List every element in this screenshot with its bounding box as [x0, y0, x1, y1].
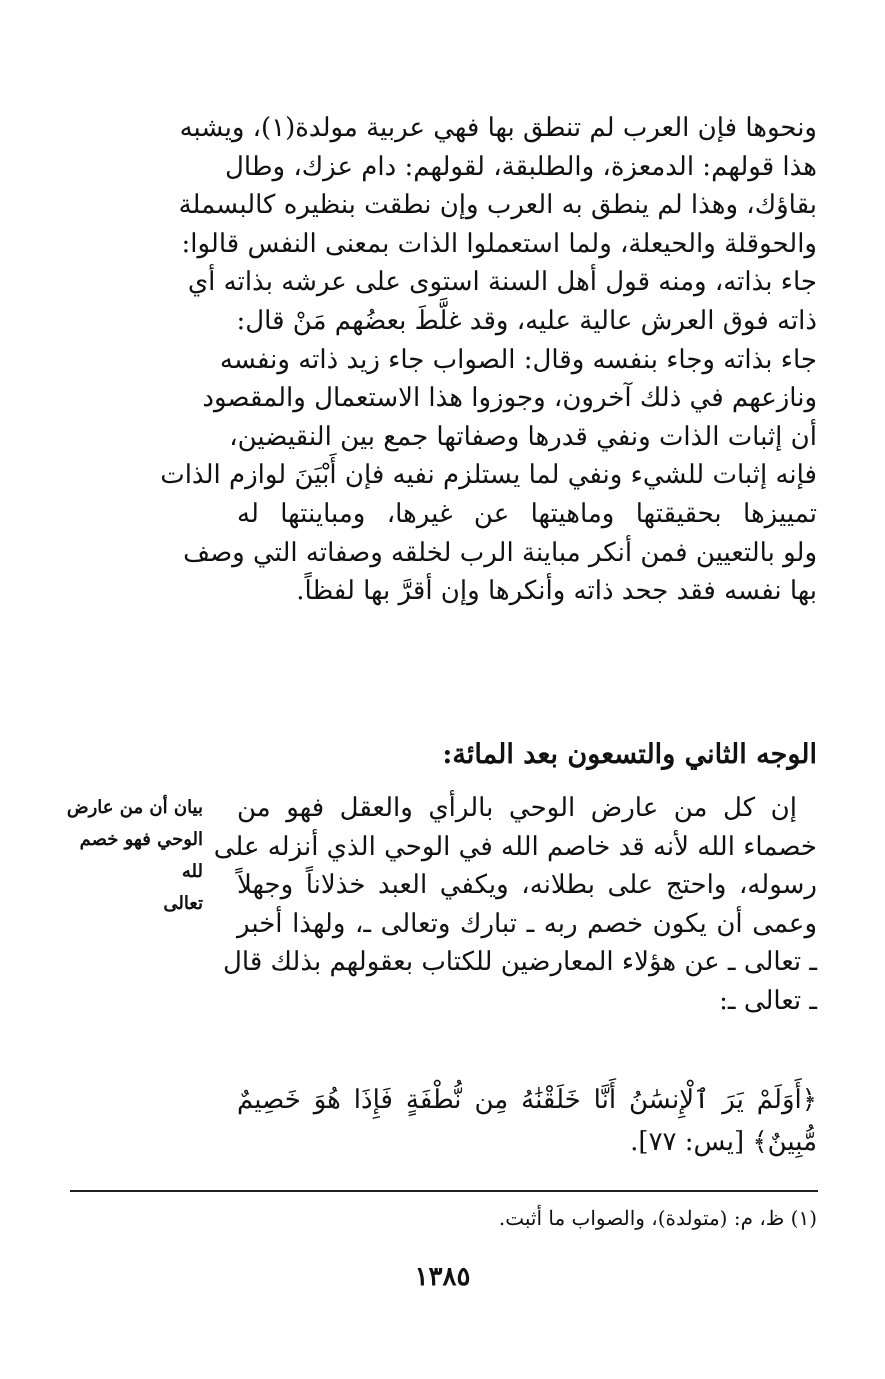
margin-note [53, 792, 203, 920]
section-heading: الوجه الثاني والتسعون بعد المائة: [442, 739, 817, 770]
section-text-line: رسوله، واحتج على بطلانه، ويكفي العبد خذلاناً وجهلاً [237, 870, 817, 901]
margin-note-line: تعالى [163, 893, 203, 914]
quran-verse-line: ﴿أَوَلَمْ يَرَ ٱلْإِنسَٰنُ أَنَّا خَلَقْنَٰهُ مِن نُّطْفَةٍ فَإِذَا هُوَ خَصِيمٌ [237, 1085, 817, 1115]
text-line: والحوقلة والحيعلة، ولما استعملوا الذات بمعنى النفس قالوا: [181, 228, 817, 259]
text-line: تمييزها بحقيقتها وماهيتها عن غيرها، ومباينتها له [237, 499, 817, 529]
footnote-separator [70, 1190, 818, 1192]
section-text-line: ـ تعالى ـ: [719, 986, 817, 1016]
section-text-line: ـ تعالى ـ عن هؤلاء المعارضين للكتاب بعقولهم بذلك قال [223, 947, 817, 978]
text-line: بقاؤك، وهذا لم ينطق به العرب وإن نطقت بنظيره كالبسملة [178, 190, 817, 221]
section-text-line: خصماء الله لأنه قد خاصم الله في الوحي الذي أنزله على [213, 831, 817, 862]
text-line: جاء بذاته، ومنه قول أهل السنة استوى على عرشه بذاته أي [187, 267, 817, 298]
text-line: هذا قولهم: الدمعزة، والطلبقة، لقولهم: دام عزك، وطال [225, 151, 817, 182]
text-line: ونازعهم في ذلك آخرون، وجوزوا هذا الاستعمال والمقصود [202, 383, 817, 414]
text-line: بها نفسه فقد جحد ذاته وأنكرها وإن أقرَّ بها لفظاً. [296, 576, 817, 607]
page-number: ١٣٨٥ [414, 1262, 471, 1292]
quran-verse-reference-line: مُّبِينٌ﴾ [يس: ٧٧]. [630, 1127, 817, 1157]
footnote: (١) ظ، م: (متولدة)، والصواب ما أثبت. [498, 1206, 817, 1230]
text-line: جاء بذاته وجاء بنفسه وقال: الصواب جاء زيد ذاته ونفسه [219, 344, 817, 375]
margin-note-line: بيان أن من عارض [66, 797, 203, 818]
text-line: فإنه إثبات للشيء ونفي لما يستلزم نفيه فإن أَبْيَنَ لوازم الذات [160, 460, 817, 491]
margin-note-line: الوحي فهو خصم لله [79, 829, 203, 882]
section-text-line: وعمى أن يكون خصم ربه ـ تبارك وتعالى ـ، ولهذا أخبر [237, 908, 817, 939]
text-line: أن إثبات الذات ونفي قدرها وصفاتها جمع بين النقيضين، [229, 421, 817, 452]
text-line: ذاته فوق العرش عالية عليه، وقد غلَّطَ بعضُهم مَنْ قال: [236, 306, 817, 336]
text-line: ولو بالتعيين فمن أنكر مباينة الرب لخلقه وصفاته التي وصف [183, 537, 817, 568]
section-text-line: إن كل من عارض الوحي بالرأي والعقل فهو من [237, 793, 797, 823]
text-line: ونحوها فإن العرب لم تنطق بها فهي عربية مولدة(١)، ويشبه [179, 113, 817, 143]
